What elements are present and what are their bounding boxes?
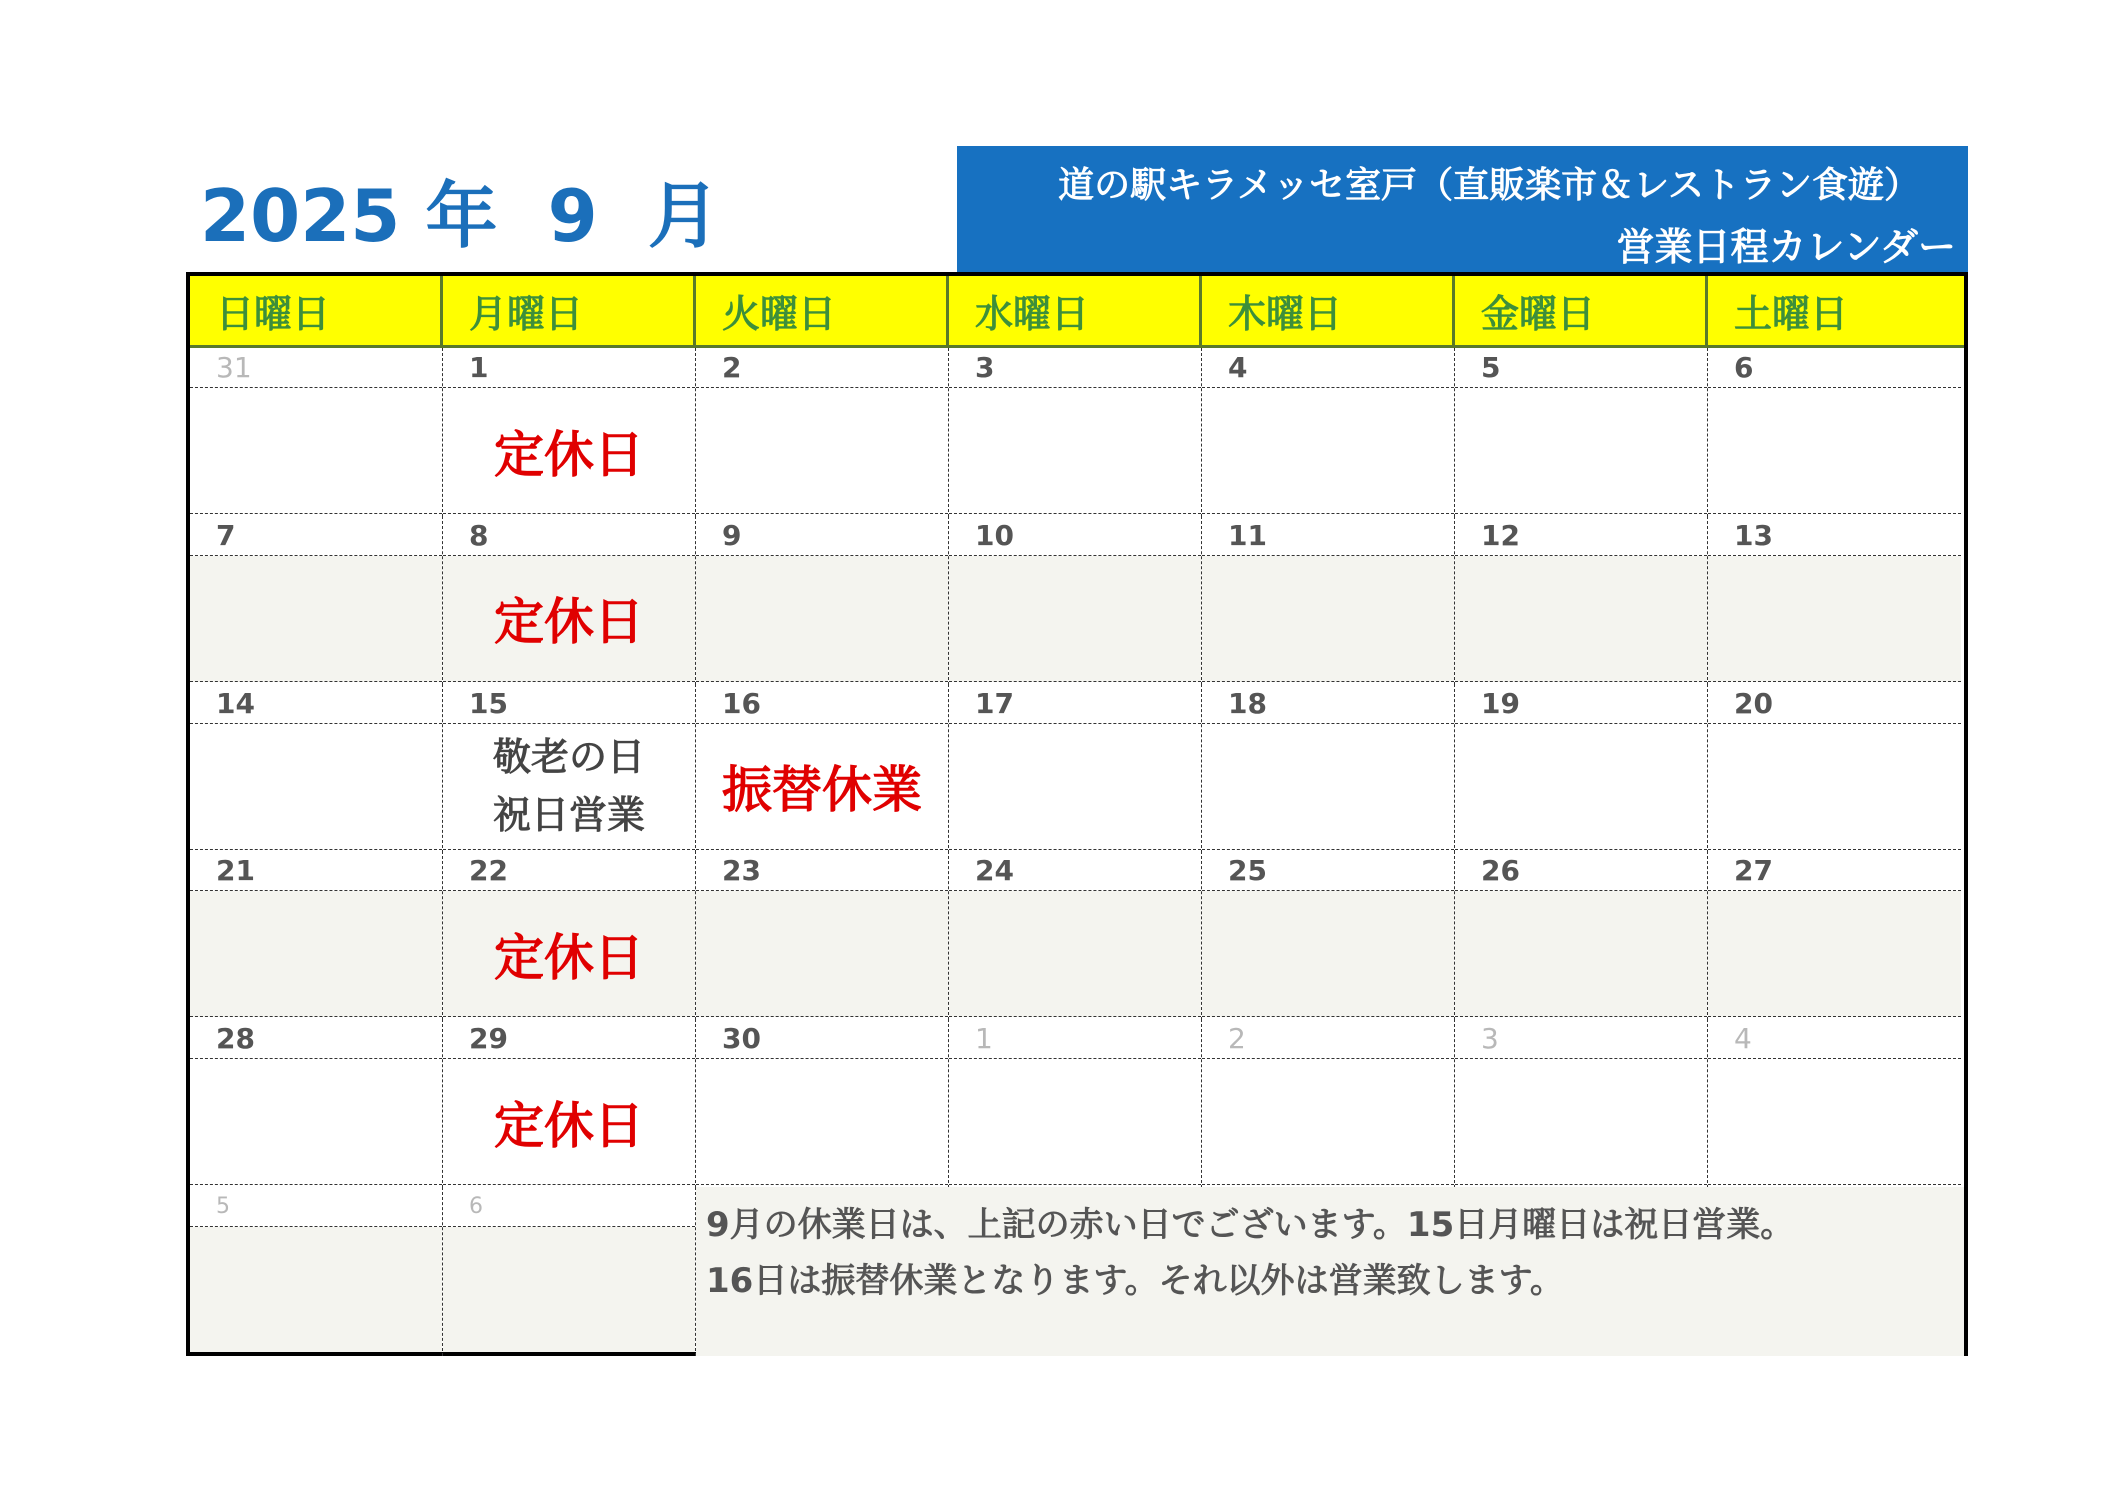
calendar-day <box>696 684 949 853</box>
weekday-tuesday: 火曜日 <box>696 276 949 345</box>
week-row-4 <box>190 851 1964 1020</box>
weekday-thursday: 木曜日 <box>1202 276 1455 345</box>
page-title: 2025 年 9 月 <box>200 174 720 258</box>
calendar-day <box>443 348 696 517</box>
day-number: 3 <box>1455 1019 1707 1059</box>
weekday-friday: 金曜日 <box>1455 276 1708 345</box>
day-number: 21 <box>190 851 442 891</box>
week-row-2 <box>190 516 1964 685</box>
day-number: 9 <box>696 516 948 556</box>
calendar-subtitle: 営業日程カレンダー <box>1616 225 1956 269</box>
day-number: 5 <box>190 1187 442 1227</box>
calendar-day <box>1708 348 1961 517</box>
calendar-day <box>190 1187 443 1356</box>
day-body <box>190 556 442 682</box>
day-number: 28 <box>190 1019 442 1059</box>
day-number: 20 <box>1708 684 1961 724</box>
calendar-day <box>1455 516 1708 685</box>
calendar-day <box>443 1187 696 1356</box>
day-body <box>190 388 442 514</box>
day-body <box>1455 891 1707 1017</box>
calendar-day <box>1202 684 1455 853</box>
day-number: 3 <box>949 348 1201 388</box>
day-body <box>949 1059 1201 1185</box>
weekday-header-row <box>190 276 1964 348</box>
day-number: 30 <box>696 1019 948 1059</box>
day-number: 6 <box>1708 348 1961 388</box>
calendar-day <box>190 348 443 517</box>
day-number: 19 <box>1455 684 1707 724</box>
day-number: 15 <box>443 684 695 724</box>
calendar-day <box>190 516 443 685</box>
calendar-day <box>1708 1019 1961 1188</box>
calendar-day <box>443 684 696 853</box>
calendar-day <box>949 851 1202 1020</box>
weekday-sunday: 日曜日 <box>190 276 443 345</box>
day-body <box>443 724 695 850</box>
calendar-day <box>1455 684 1708 853</box>
day-body <box>1708 891 1961 1017</box>
day-body <box>443 388 695 514</box>
calendar-day <box>1455 1019 1708 1188</box>
day-body <box>1202 388 1454 514</box>
calendar-day <box>1202 851 1455 1020</box>
day-body <box>1708 388 1961 514</box>
day-number: 14 <box>190 684 442 724</box>
day-body <box>1202 556 1454 682</box>
calendar-day <box>696 516 949 685</box>
weekday-wednesday: 水曜日 <box>949 276 1202 345</box>
day-number: 8 <box>443 516 695 556</box>
day-number: 24 <box>949 851 1201 891</box>
day-body <box>1708 556 1961 682</box>
calendar-day <box>190 1019 443 1188</box>
day-body <box>1708 1059 1961 1185</box>
day-body <box>696 1059 948 1185</box>
day-body <box>696 556 948 682</box>
calendar-day <box>1708 851 1961 1020</box>
weekday-monday: 月曜日 <box>443 276 696 345</box>
day-body <box>443 1059 695 1185</box>
calendar-day <box>949 348 1202 517</box>
day-body <box>1202 1059 1454 1185</box>
day-number: 31 <box>190 348 442 388</box>
day-body <box>1455 556 1707 682</box>
day-body <box>1202 891 1454 1017</box>
week-row-5 <box>190 1019 1964 1188</box>
day-body <box>696 724 948 850</box>
calendar-day <box>443 1019 696 1188</box>
day-body <box>696 388 948 514</box>
day-number: 6 <box>443 1187 695 1227</box>
day-body <box>443 1227 695 1352</box>
holiday-name: 敬老の日 <box>492 735 645 780</box>
closed-day-label: 定休日 <box>494 425 644 484</box>
weekday-saturday: 土曜日 <box>1734 292 1849 336</box>
calendar-day <box>1202 348 1455 517</box>
day-number: 1 <box>949 1019 1201 1059</box>
day-number: 16 <box>696 684 948 724</box>
day-body <box>1708 724 1961 850</box>
calendar-day <box>190 851 443 1020</box>
day-body <box>1455 388 1707 514</box>
closure-note <box>696 1187 1964 1356</box>
day-body <box>190 724 442 850</box>
calendar-day <box>949 516 1202 685</box>
calendar-day <box>1202 516 1455 685</box>
day-number: 1 <box>443 348 695 388</box>
day-number: 13 <box>1708 516 1961 556</box>
day-number: 17 <box>949 684 1201 724</box>
calendar-day <box>1708 684 1961 853</box>
day-body <box>949 388 1201 514</box>
calendar-day <box>949 684 1202 853</box>
calendar-day <box>696 348 949 517</box>
calendar-day <box>696 851 949 1020</box>
closed-day-label: 定休日 <box>494 593 644 652</box>
calendar-day <box>696 1019 949 1188</box>
brand-banner <box>957 146 1968 272</box>
day-body <box>190 891 442 1017</box>
calendar-day <box>1455 348 1708 517</box>
calendar-day <box>443 516 696 685</box>
closed-day-label: 定休日 <box>494 928 644 987</box>
calendar-day <box>443 851 696 1020</box>
day-body <box>949 724 1201 850</box>
calendar-day <box>1202 1019 1455 1188</box>
day-body <box>1455 724 1707 850</box>
day-number: 7 <box>190 516 442 556</box>
day-number: 4 <box>1202 348 1454 388</box>
note-line-1: 9月の休業日は、上記の赤い日でございます。15日月曜日は祝日営業。 <box>706 1205 1795 1245</box>
note-line-2: 16日は振替休業となります。それ以外は営業致します。 <box>706 1261 1564 1301</box>
day-body <box>949 556 1201 682</box>
closed-day-label: 振替休業 <box>722 761 922 820</box>
day-body <box>190 1227 442 1352</box>
day-number: 10 <box>949 516 1201 556</box>
day-number: 18 <box>1202 684 1454 724</box>
calendar-day <box>1455 851 1708 1020</box>
day-number: 2 <box>696 348 948 388</box>
week-row-1 <box>190 348 1964 517</box>
day-body <box>949 891 1201 1017</box>
day-number: 26 <box>1455 851 1707 891</box>
day-body <box>696 891 948 1017</box>
day-body <box>1455 1059 1707 1185</box>
day-number: 27 <box>1708 851 1961 891</box>
day-number: 11 <box>1202 516 1454 556</box>
calendar-day <box>190 684 443 853</box>
day-body <box>443 556 695 682</box>
day-number: 5 <box>1455 348 1707 388</box>
day-number: 25 <box>1202 851 1454 891</box>
calendar-day <box>1708 516 1961 685</box>
day-number: 22 <box>443 851 695 891</box>
week-row-6 <box>190 1187 1964 1356</box>
holiday-status: 祝日営業 <box>492 793 645 838</box>
week-row-3 <box>190 684 1964 853</box>
day-number: 12 <box>1455 516 1707 556</box>
brand-name: 道の駅キラメッセ室戸（直販楽市＆レストラン食遊） <box>1058 165 1920 206</box>
day-number: 23 <box>696 851 948 891</box>
calendar-grid <box>186 272 1968 1356</box>
day-body <box>190 1059 442 1185</box>
day-number: 2 <box>1202 1019 1454 1059</box>
day-body <box>1202 724 1454 850</box>
day-number: 4 <box>1708 1019 1961 1059</box>
day-number: 29 <box>443 1019 695 1059</box>
day-body <box>443 891 695 1017</box>
calendar-day <box>949 1019 1202 1188</box>
closed-day-label: 定休日 <box>494 1096 644 1155</box>
